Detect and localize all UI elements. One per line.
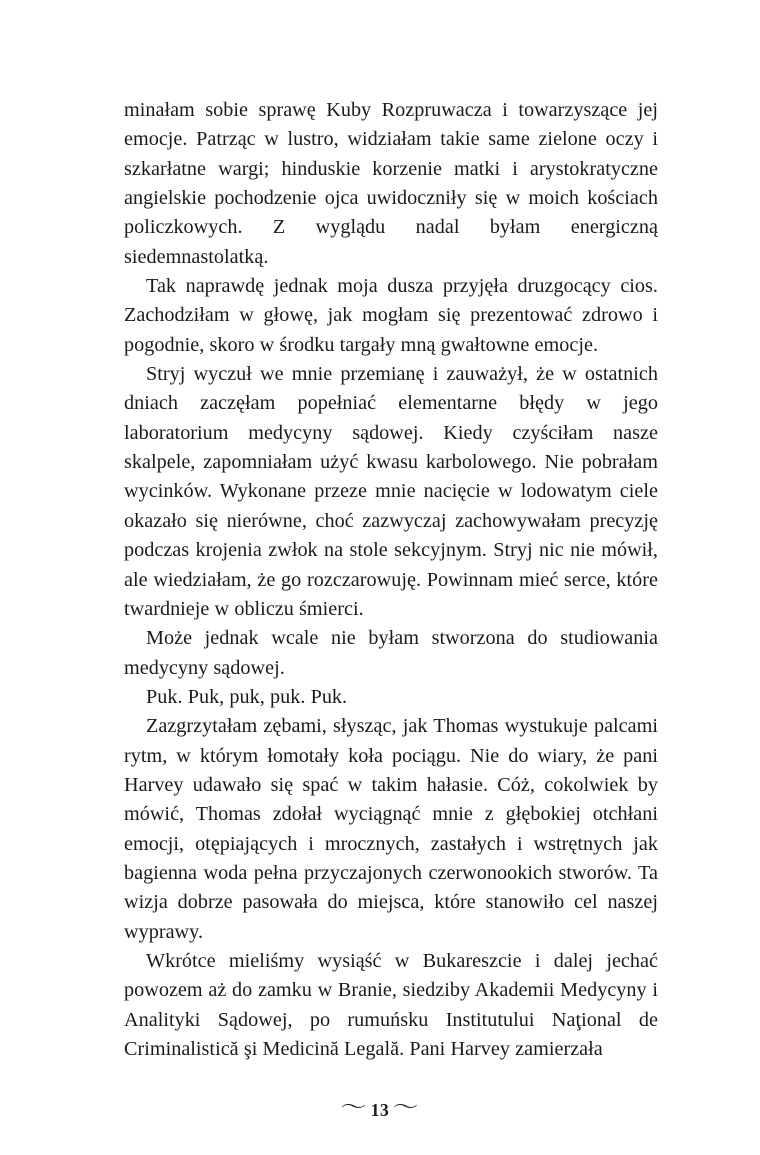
paragraph-2: Tak naprawdę jednak moja dusza przyjęła druzgocący cios. Zachodziłam w głowę, jak mogłam się prezentować zdrowo i pogodnie, skoro w środku targały mną gwałtowne emocje. <box>124 275 658 356</box>
paragraph-5: Puk. Puk, puk, puk. Puk. <box>146 685 348 708</box>
paragraph-7: Wkrótce mieliśmy wysiąść w Bukareszcie i dalej jechać powozem aż do zamku w Branie, siedziby Akademii Medycyny i Analityki Sądowej, po rumuńsku Institutului Naţional de Criminalistică şi Medicină Legală. Pani Harvey zamierzała <box>124 949 658 1060</box>
wave-ornament-right-icon: 〜 <box>392 1096 420 1118</box>
paragraph-3: Stryj wyczuł we mnie przemianę i zauważył, że w ostatnich dniach zaczęłam popełniać elementarne błędy w jego laboratorium medycyny sądowej. Kiedy czyściłam nasze skalpele, zapomniałam użyć kwasu karbolowego. Nie pobrałam wycinków. Wykonane przeze mnie nacięcie w lodowatym ciele okazało się nierówne, choć zazwyczaj zachowywałam precyzję podczas krojenia zwłok na stole sekcyjnym. Stryj nic nie mówił, ale wiedziałam, że go rozczarowuję. Powinnam mieć serce, które twardnieje w obliczu śmierci. <box>124 363 658 620</box>
page-footer <box>0 1092 760 1121</box>
wave-ornament-left-icon: 〜 <box>340 1096 368 1118</box>
paragraph-6: Zazgrzytałam zębami, słysząc, jak Thomas wystukuje palcami rytm, w którym łomotały koła pociągu. Nie do wiary, że pani Harvey udawało się spać w takim hałasie. Cóż, cokolwiek by mówić, Thomas zdołał wyciągnąć mnie z głębokiej otchłani emocji, otępiających i mrocznych, zastałych i wstrętnych jak bagienna woda pełna przyczajonych czerwonookich stworów. Ta wizja dobrze pasowała do miejsca, które stanowiło cel naszej wyprawy. <box>124 715 658 943</box>
paragraph-continuation: minałam sobie sprawę Kuby Rozpruwacza i towarzyszące jej emocje. Patrząc w lustro, widziałam takie same zielone oczy i szkarłatne wargi; hinduskie korzenie matki i arystokratyczne angielskie pochodzenie ojca uwidoczniły się w moich kościach policzkowych. Z wyglądu nadal byłam energiczną siedemnastolatką. <box>124 99 658 268</box>
page-number: 13 <box>370 1100 390 1121</box>
paragraph-4: Może jednak wcale nie byłam stworzona do studiowania medycyny sądowej. <box>124 627 658 679</box>
body-text-column <box>124 96 658 1064</box>
